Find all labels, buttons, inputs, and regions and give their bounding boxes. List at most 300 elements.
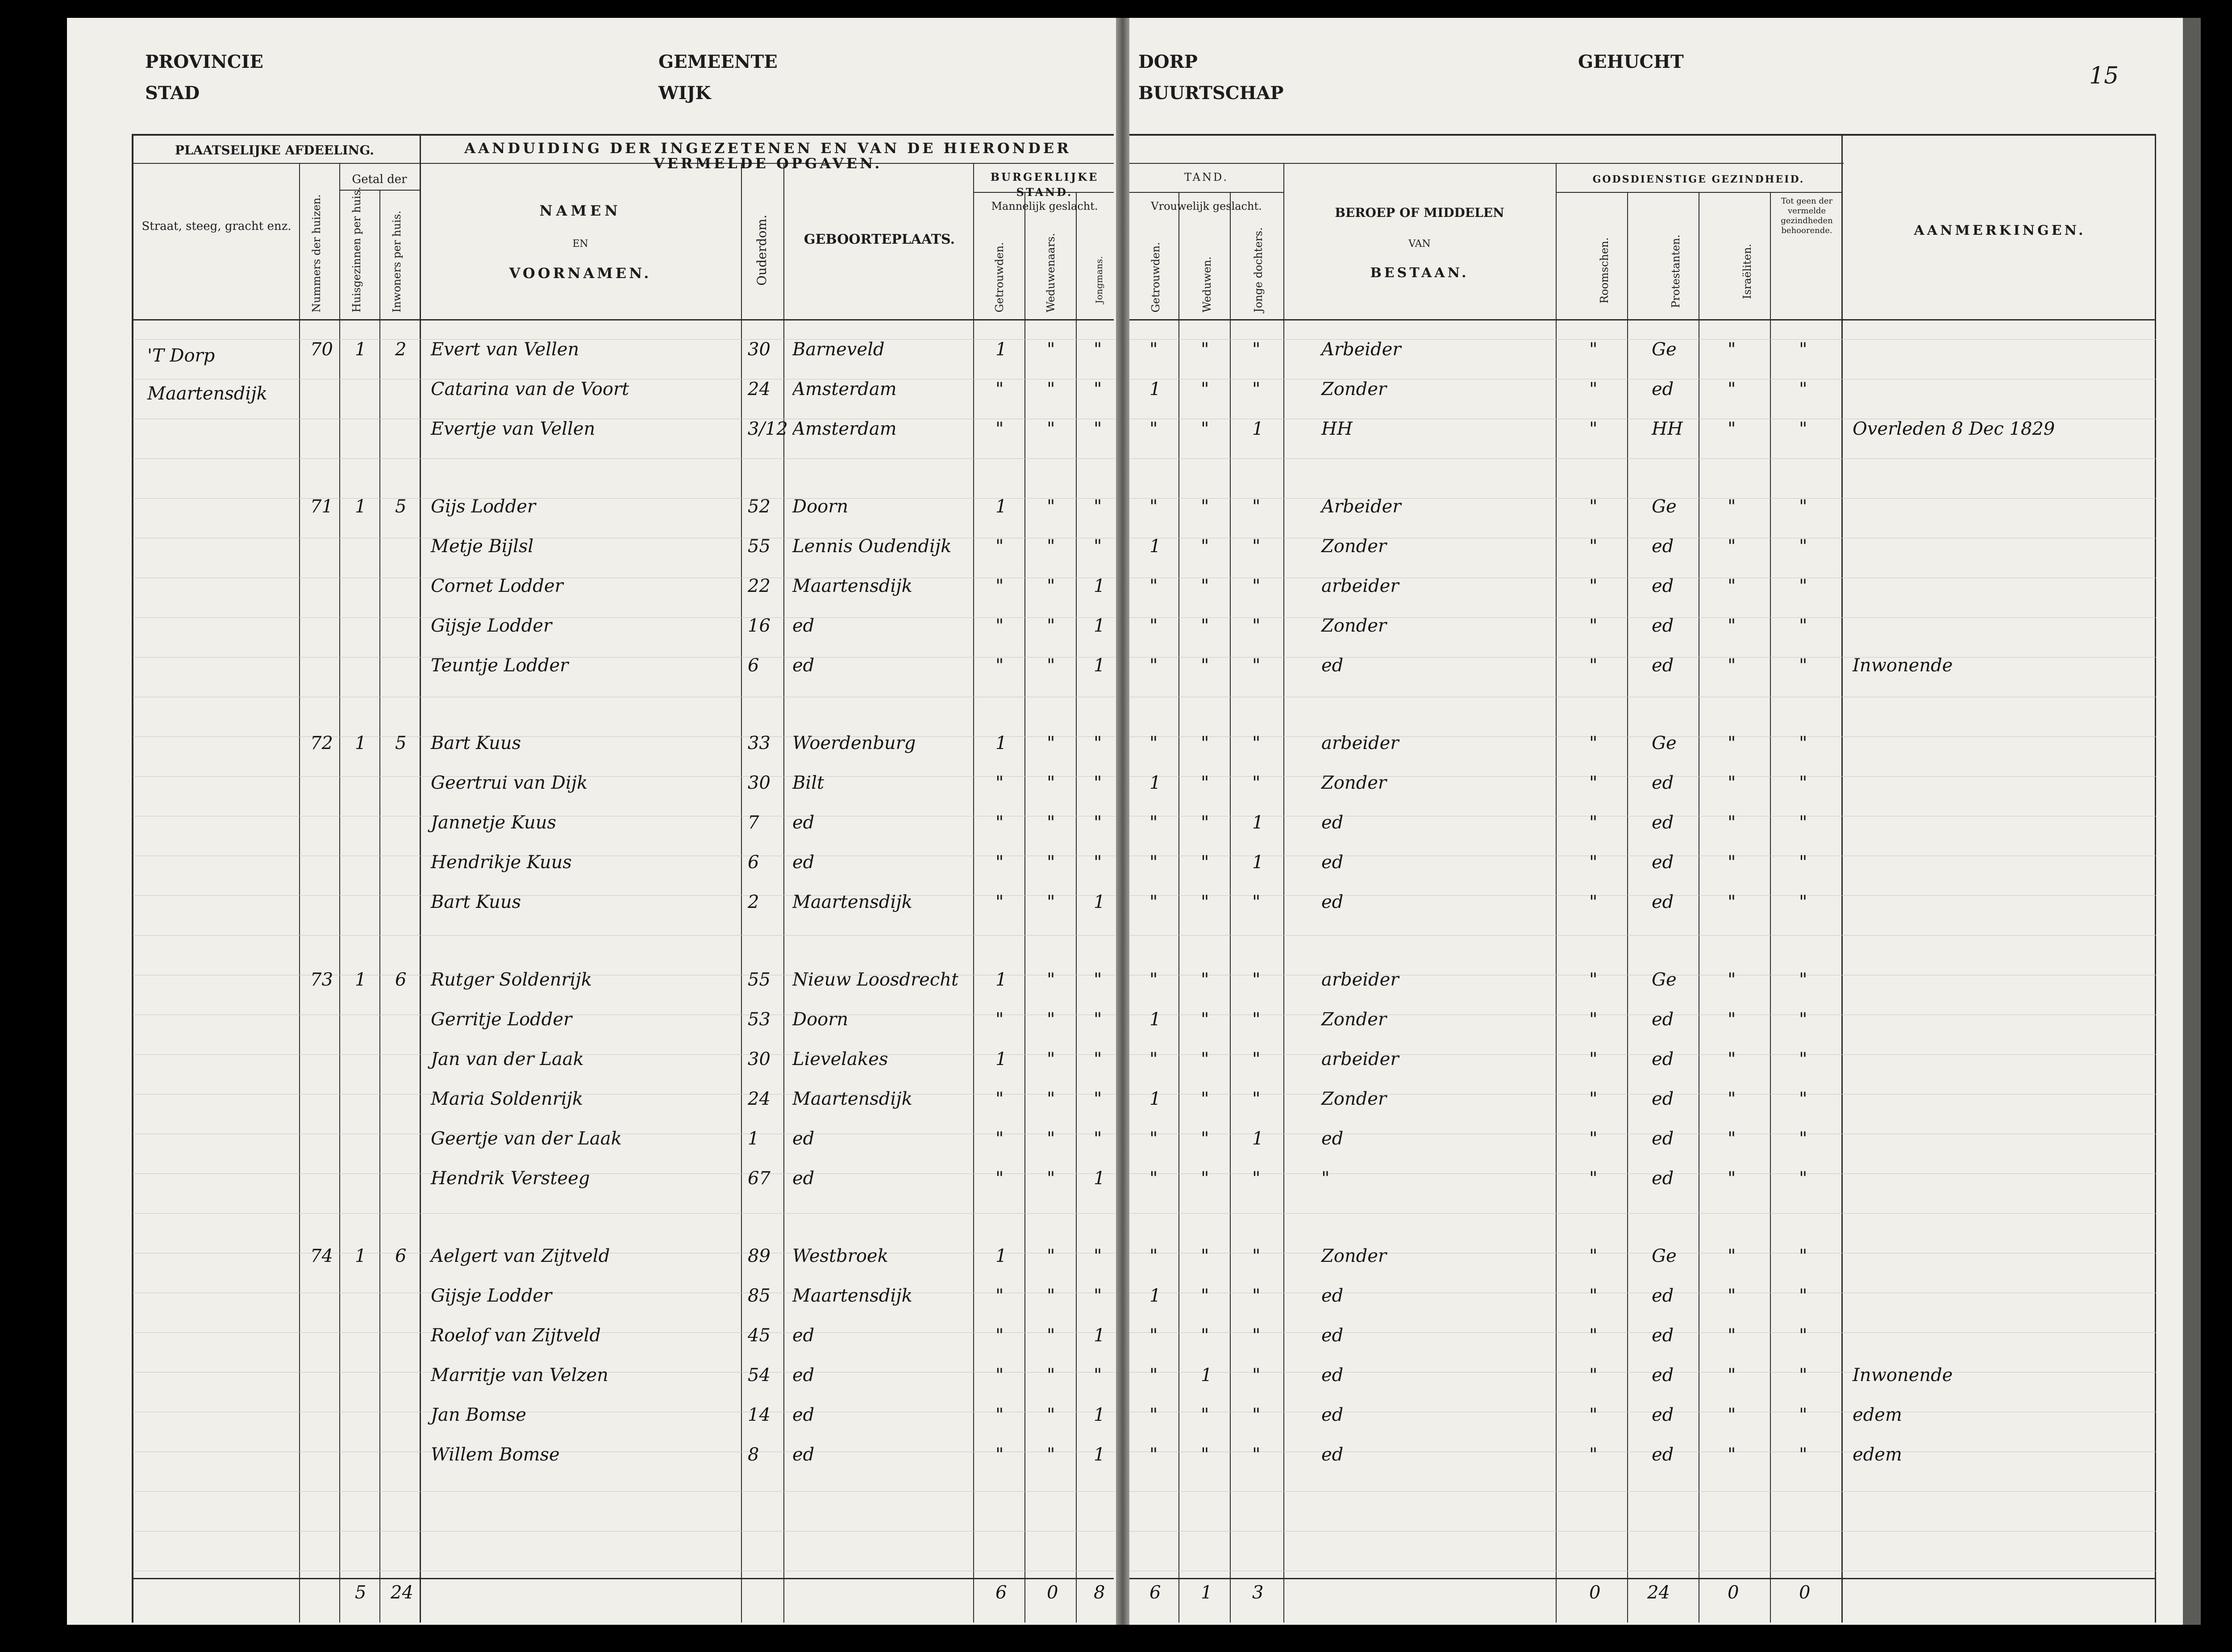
birthplace: Maartensdijk (792, 576, 912, 596)
religion-mark: " (1799, 1444, 1807, 1465)
right-page (1129, 18, 2183, 1625)
male-status-mark: " (1094, 1246, 1102, 1266)
male-status-mark: " (1094, 733, 1102, 753)
male-status-mark: " (995, 655, 1004, 676)
household-count: 1 (355, 496, 366, 517)
female-status-mark: " (1201, 892, 1209, 912)
female-status-mark: " (1201, 773, 1209, 793)
religion-mark: HH (1652, 419, 1683, 439)
female-status-mark: " (1252, 970, 1261, 990)
religion-mark: " (1589, 419, 1598, 439)
van-header: VAN (1408, 238, 1431, 250)
religion-mark: " (1728, 655, 1736, 676)
female-status-mark: " (1252, 892, 1261, 912)
birthplace: Maartensdijk (792, 1286, 912, 1306)
birthplace: ed (792, 1405, 815, 1425)
person-age: 22 (748, 576, 770, 596)
male-status-mark: 1 (995, 496, 1007, 517)
page-number: 15 (2089, 62, 2119, 89)
aanmerkingen-header: AANMERKINGEN. (1914, 223, 2086, 238)
en-header: EN (572, 238, 588, 250)
religion-mark: " (1728, 1089, 1736, 1109)
female-status-mark: " (1149, 419, 1158, 439)
occupation: arbeider (1321, 733, 1399, 753)
voornamen-header: VOORNAMEN. (509, 265, 652, 282)
religion-mark: " (1799, 852, 1807, 873)
total-female-mark: 1 (1201, 1582, 1212, 1603)
religion-mark: " (1728, 339, 1736, 360)
religion-mark: " (1728, 1325, 1736, 1346)
person-name: Bart Kuus (431, 892, 521, 912)
resident-count: 2 (395, 339, 407, 360)
person-name: Jannetje Kuus (431, 812, 556, 833)
religion-mark: " (1589, 970, 1598, 990)
getrouwden-m-header: Getrouwden. (993, 242, 1006, 312)
male-status-mark: " (1047, 773, 1055, 793)
religion-mark: " (1589, 1325, 1598, 1346)
person-age: 55 (748, 970, 770, 990)
male-status-mark: " (1094, 852, 1102, 873)
female-status-mark: " (1252, 1325, 1261, 1346)
person-name: Gerritje Lodder (431, 1009, 572, 1030)
male-status-mark: " (1094, 1286, 1102, 1306)
total-male-mark: 0 (1047, 1582, 1058, 1603)
house-number: 73 (310, 970, 333, 990)
ledger-line (1129, 776, 2156, 777)
religion-mark: " (1799, 1365, 1807, 1386)
female-status-mark: " (1201, 1128, 1209, 1149)
religion-mark: " (1799, 1009, 1807, 1030)
female-status-mark: " (1201, 1444, 1209, 1465)
religion-mark: Ge (1652, 1246, 1677, 1266)
person-age: 33 (748, 733, 770, 753)
remark: edem (1853, 1405, 1902, 1425)
occupation: Zonder (1321, 536, 1387, 557)
female-status-mark: 1 (1149, 1286, 1161, 1306)
roomschen-header: Roomschen. (1598, 237, 1611, 304)
female-status-mark: 1 (1149, 536, 1161, 557)
female-status-mark: " (1252, 496, 1261, 517)
religion-mark: ed (1652, 1168, 1674, 1189)
male-status-mark: " (995, 1089, 1004, 1109)
religion-mark: " (1728, 1246, 1736, 1266)
female-status-mark: 1 (1149, 379, 1161, 399)
female-status-mark: " (1252, 733, 1261, 753)
huisgezinnen-header: Huisgezinnen per huis. (350, 187, 363, 312)
person-name: Willem Bomse (431, 1444, 560, 1465)
male-status-mark: 1 (1094, 1168, 1105, 1189)
person-name: Geertje van der Laak (431, 1128, 622, 1149)
person-age: 6 (748, 852, 759, 873)
religion-mark: " (1799, 576, 1807, 596)
religion-mark: " (1728, 1365, 1736, 1386)
ledger-line (1129, 1054, 2156, 1055)
gehucht-label: GEHUCHT (1578, 51, 1684, 72)
male-status-mark: " (1094, 812, 1102, 833)
birthplace: Doorn (792, 496, 849, 517)
female-status-mark: 1 (1149, 1089, 1161, 1109)
religion-mark: ed (1652, 1009, 1674, 1030)
male-status-mark: 1 (1094, 1405, 1105, 1425)
person-age: 53 (748, 1009, 770, 1030)
female-status-mark: " (1201, 576, 1209, 596)
male-status-mark: 1 (1094, 892, 1105, 912)
person-name: Cornet Lodder (431, 576, 563, 596)
occupation: Zonder (1321, 1089, 1387, 1109)
religion-mark: ed (1652, 892, 1674, 912)
female-status-mark: 1 (1252, 1128, 1264, 1149)
person-name: Evert van Vellen (431, 339, 579, 360)
bestaan-header: BESTAAN. (1370, 265, 1469, 281)
birthplace: Amsterdam (792, 419, 897, 439)
female-status-mark: 1 (1252, 852, 1264, 873)
religion-mark: " (1799, 1405, 1807, 1425)
religion-mark: " (1799, 1286, 1807, 1306)
female-status-mark: " (1149, 576, 1158, 596)
religion-mark: " (1728, 616, 1736, 636)
total-female-mark: 3 (1252, 1582, 1264, 1603)
jonge-dochters-header: Jonge dochters. (1252, 227, 1265, 312)
birthplace: ed (792, 1128, 815, 1149)
birthplace: ed (792, 812, 815, 833)
male-status-mark: " (1047, 339, 1055, 360)
religion-mark: " (1589, 339, 1598, 360)
female-status-mark: " (1201, 970, 1209, 990)
female-status-mark: " (1252, 1365, 1261, 1386)
religion-mark: " (1799, 1049, 1807, 1069)
religion-mark: " (1799, 536, 1807, 557)
male-status-mark: " (1047, 1168, 1055, 1189)
religion-mark: " (1728, 1286, 1736, 1306)
house-number: 72 (310, 733, 333, 753)
female-status-mark: " (1201, 812, 1209, 833)
provincie-label: PROVINCIE (145, 51, 263, 72)
ledger-line (1129, 1213, 2156, 1214)
household-count: 1 (355, 970, 366, 990)
male-status-mark: 1 (1094, 576, 1105, 596)
religion-mark: " (1728, 1405, 1736, 1425)
female-status-mark: " (1252, 339, 1261, 360)
religion-mark: " (1728, 1009, 1736, 1030)
geboorteplaats-header: GEBOORTEPLAATS. (804, 232, 955, 247)
ledger-line (1129, 895, 2156, 896)
female-status-mark: " (1149, 1365, 1158, 1386)
household-count: 1 (355, 1246, 366, 1266)
female-status-mark: 1 (1149, 1009, 1161, 1030)
person-name: Bart Kuus (431, 733, 521, 753)
total-female-mark: 6 (1149, 1582, 1161, 1603)
birthplace: ed (792, 1168, 815, 1189)
religion-mark: ed (1652, 1405, 1674, 1425)
male-status-mark: " (1047, 1365, 1055, 1386)
occupation: ed (1321, 1365, 1344, 1386)
religion-mark: " (1589, 1168, 1598, 1189)
religion-mark: " (1589, 1286, 1598, 1306)
female-status-mark: " (1149, 1325, 1158, 1346)
religion-mark: Ge (1652, 339, 1677, 360)
ledger-line (1129, 1173, 2156, 1174)
occupation: ed (1321, 1286, 1344, 1306)
occupation: ed (1321, 892, 1344, 912)
birthplace: Bilt (792, 773, 825, 793)
male-status-mark: 1 (1094, 655, 1105, 676)
male-status-mark: " (1094, 379, 1102, 399)
male-status-mark: " (995, 1128, 1004, 1149)
male-status-mark: " (995, 812, 1004, 833)
birthplace: Barneveld (792, 339, 885, 360)
religion-mark: " (1799, 733, 1807, 753)
female-status-mark: " (1149, 970, 1158, 990)
male-status-mark: " (1047, 852, 1055, 873)
religion-mark: " (1589, 1128, 1598, 1149)
birthplace: Maartensdijk (792, 1089, 912, 1109)
religion-mark: ed (1652, 379, 1674, 399)
house-number: 74 (310, 1246, 333, 1266)
male-status-mark: " (995, 419, 1004, 439)
male-status-mark: " (995, 616, 1004, 636)
occupation: Arbeider (1321, 339, 1401, 360)
female-status-mark: " (1252, 379, 1261, 399)
religion-mark: Ge (1652, 496, 1677, 517)
female-status-mark: " (1201, 536, 1209, 557)
male-status-mark: " (995, 1405, 1004, 1425)
female-status-mark: " (1201, 1246, 1209, 1266)
male-status-mark: " (1047, 892, 1055, 912)
male-status-mark: " (1047, 536, 1055, 557)
female-status-mark: " (1252, 576, 1261, 596)
birthplace: ed (792, 1365, 815, 1386)
ledger-line (1129, 1372, 2156, 1373)
religion-mark: " (1589, 1246, 1598, 1266)
male-status-mark: " (1094, 773, 1102, 793)
religion-mark: " (1799, 970, 1807, 990)
left-page (67, 18, 1116, 1625)
person-age: 7 (748, 812, 759, 833)
mannelijk-header: Mannelijk geslacht. (991, 200, 1098, 212)
religion-mark: " (1728, 419, 1736, 439)
religion-mark: " (1589, 616, 1598, 636)
male-status-mark: " (995, 379, 1004, 399)
birthplace: ed (792, 655, 815, 676)
male-status-mark: " (1047, 1049, 1055, 1069)
male-status-mark: " (995, 576, 1004, 596)
religion-mark: " (1589, 812, 1598, 833)
religion-mark: " (1728, 496, 1736, 517)
religion-mark: " (1728, 773, 1736, 793)
ledger-line (1129, 339, 2156, 340)
ouderdom-header: Ouderdom. (754, 214, 769, 286)
person-age: 2 (748, 892, 759, 912)
female-status-mark: " (1149, 733, 1158, 753)
male-status-mark: 1 (995, 1049, 1007, 1069)
ledger-line (133, 1213, 1115, 1214)
female-status-mark: " (1149, 616, 1158, 636)
male-status-mark: " (995, 536, 1004, 557)
person-age: 45 (748, 1325, 770, 1346)
religion-mark: " (1799, 1089, 1807, 1109)
weduwenaars-header: Weduwenaars. (1045, 233, 1057, 312)
inwoners-header: Inwoners per huis. (391, 210, 403, 312)
female-status-mark: " (1252, 1405, 1261, 1425)
religion-mark: ed (1652, 1089, 1674, 1109)
male-status-mark: " (995, 773, 1004, 793)
religion-mark: " (1589, 733, 1598, 753)
religion-mark: " (1728, 1128, 1736, 1149)
religion-mark: " (1799, 655, 1807, 676)
straat-header: Straat, steeg, gracht enz. (142, 220, 291, 233)
ledger-line (1129, 1491, 2156, 1492)
occupation: ed (1321, 812, 1344, 833)
female-status-mark: " (1252, 536, 1261, 557)
female-status-mark: " (1201, 419, 1209, 439)
weduwen-header: Weduwen. (1201, 256, 1213, 312)
total-households: 5 (355, 1582, 366, 1603)
person-name: Gijs Lodder (431, 496, 536, 517)
male-status-mark: " (1047, 1128, 1055, 1149)
birthplace: Westbroek (792, 1246, 888, 1266)
male-status-mark: " (1094, 339, 1102, 360)
religion-mark: " (1589, 1405, 1598, 1425)
female-status-mark: " (1201, 1168, 1209, 1189)
religion-mark: " (1799, 616, 1807, 636)
dorp-label: DORP (1138, 51, 1198, 72)
female-status-mark: " (1201, 1405, 1209, 1425)
total-residents: 24 (391, 1582, 413, 1603)
female-status-mark: " (1252, 773, 1261, 793)
male-status-mark: 1 (995, 733, 1007, 753)
religion-mark: " (1589, 773, 1598, 793)
female-status-mark: " (1149, 1128, 1158, 1149)
resident-count: 5 (395, 496, 407, 517)
female-status-mark: " (1252, 1286, 1261, 1306)
male-status-mark: " (1094, 970, 1102, 990)
getrouwden-v-header: Getrouwden. (1149, 242, 1162, 312)
occupation: HH (1321, 419, 1353, 439)
female-status-mark: " (1149, 1168, 1158, 1189)
person-age: 55 (748, 536, 770, 557)
male-status-mark: " (1047, 1444, 1055, 1465)
household-count: 1 (355, 733, 366, 753)
religion-mark: " (1799, 773, 1807, 793)
person-name: Teuntje Lodder (431, 655, 569, 676)
female-status-mark: " (1201, 733, 1209, 753)
religion-mark: " (1728, 576, 1736, 596)
birthplace: Nieuw Loosdrecht (792, 970, 959, 990)
female-status-mark: " (1201, 1286, 1209, 1306)
religion-mark: ed (1652, 773, 1674, 793)
plaatselijke-afdeeling-header: PLAATSELIJKE AFDEELING. (175, 143, 375, 158)
male-status-mark: " (1047, 1286, 1055, 1306)
religion-mark: " (1589, 496, 1598, 517)
protestanten-header: Protestanten. (1670, 234, 1682, 308)
religion-mark: Ge (1652, 970, 1677, 990)
religion-mark: ed (1652, 1286, 1674, 1306)
male-status-mark: " (995, 1325, 1004, 1346)
religion-mark: " (1799, 1325, 1807, 1346)
buurtschap-label: BUURTSCHAP (1138, 83, 1284, 104)
religion-mark: " (1589, 1049, 1598, 1069)
person-age: 85 (748, 1286, 770, 1306)
religion-mark: " (1728, 812, 1736, 833)
male-status-mark: " (1047, 1009, 1055, 1030)
male-status-mark: " (1094, 1128, 1102, 1149)
female-status-mark: " (1252, 1246, 1261, 1266)
male-status-mark: " (1047, 1325, 1055, 1346)
religion-mark: ed (1652, 1365, 1674, 1386)
burgerlijke-header: BURGERLIJKE STAND. (990, 171, 1099, 199)
person-age: 24 (748, 1089, 770, 1109)
remark: edem (1853, 1444, 1902, 1465)
female-status-mark: " (1149, 852, 1158, 873)
female-status-mark: " (1201, 1049, 1209, 1069)
male-status-mark: 1 (995, 1246, 1007, 1266)
resident-count: 6 (395, 1246, 407, 1266)
person-name: Aelgert van Zijtveld (431, 1246, 610, 1266)
person-name: Roelof van Zijtveld (431, 1325, 601, 1346)
person-age: 89 (748, 1246, 770, 1266)
male-status-mark: " (995, 892, 1004, 912)
total-religion-mark: 24 (1647, 1582, 1670, 1603)
occupation: Arbeider (1321, 496, 1401, 517)
female-status-mark: " (1252, 1444, 1261, 1465)
female-status-mark: " (1201, 655, 1209, 676)
male-status-mark: " (1047, 576, 1055, 596)
godsdienstige-header: GODSDIENSTIGE GEZINDHEID. (1592, 174, 1805, 185)
religion-mark: ed (1652, 1049, 1674, 1069)
religion-mark: " (1589, 852, 1598, 873)
male-status-mark: " (1047, 812, 1055, 833)
occupation: Zonder (1321, 379, 1387, 399)
male-status-mark: " (995, 1009, 1004, 1030)
remark: Inwonende (1853, 1365, 1953, 1386)
religion-mark: ed (1652, 852, 1674, 873)
person-age: 16 (748, 616, 770, 636)
male-status-mark: " (1094, 1009, 1102, 1030)
occupation: ed (1321, 852, 1344, 873)
occupation: arbeider (1321, 1049, 1399, 1069)
religion-mark: " (1589, 1444, 1598, 1465)
religion-mark: " (1589, 379, 1598, 399)
getal-der-header: Getal der (352, 173, 407, 186)
female-status-mark: " (1149, 1405, 1158, 1425)
israelieten-header: Israëliten. (1741, 243, 1753, 299)
vrouwelijk-header: Vrouwelijk geslacht. (1151, 200, 1262, 212)
female-status-mark: " (1201, 496, 1209, 517)
occupation: arbeider (1321, 970, 1399, 990)
person-name: Maria Soldenrijk (431, 1089, 583, 1109)
birthplace: ed (792, 852, 815, 873)
religion-mark: " (1728, 852, 1736, 873)
stad-label: STAD (145, 83, 200, 104)
female-status-mark: " (1201, 1009, 1209, 1030)
religion-mark: " (1589, 1089, 1598, 1109)
resident-count: 5 (395, 733, 407, 753)
person-age: 30 (748, 339, 770, 360)
person-age: 1 (748, 1128, 759, 1149)
female-status-mark: " (1201, 379, 1209, 399)
male-status-mark: " (1094, 1049, 1102, 1069)
male-status-mark: " (1047, 496, 1055, 517)
female-status-mark: 1 (1252, 812, 1264, 833)
birthplace: ed (792, 1444, 815, 1465)
remark: Inwonende (1853, 655, 1953, 676)
nummers-header: Nummers der huizen. (310, 194, 323, 312)
person-age: 30 (748, 773, 770, 793)
male-status-mark: " (1094, 536, 1102, 557)
male-status-mark: " (1094, 496, 1102, 517)
religion-mark: " (1728, 1444, 1736, 1465)
religion-mark: " (1728, 379, 1736, 399)
